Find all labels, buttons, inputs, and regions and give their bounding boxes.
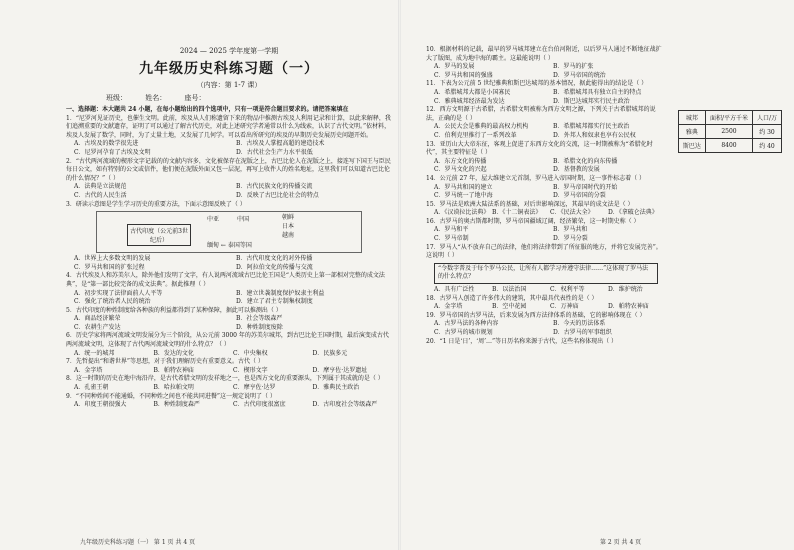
answer-option: C．罗马共和国的强盛 <box>434 71 493 79</box>
page-title: 九年级历史科练习题（一） <box>139 61 319 77</box>
answer-option: D．古罗马的军事组织 <box>553 329 612 336</box>
answer-option: A．金字塔 <box>434 303 463 311</box>
content-scope: （内容：第 1-7 课） <box>196 81 262 89</box>
quote-box: “令数字普及于每个罗马公民，让所有人都学习并遵守法律……”这体现了罗马法的什么特点？ <box>434 263 658 284</box>
answer-option: C．楔形文字 <box>233 366 268 374</box>
table-header: 人口/万 <box>752 111 781 125</box>
answer-options <box>66 315 392 332</box>
question-text: 5．古代印度的种姓制度给各种族的利益都得到了某种保障，据此可以推测出（ ） <box>66 306 282 314</box>
answer-option: A．希腊城邦大都是小国寡民 <box>434 88 511 96</box>
answer-options <box>66 255 392 272</box>
question-text: 18．古罗马人创造了许多伟大的建筑，其中最具代表性的是（ ） <box>426 294 598 302</box>
question-text: 19．罗马帝国的古罗马法，后来发展为西方法律体系的基础，它的影响体现在（ ） <box>426 311 646 319</box>
answer-option: B．古埃及人掌握高超的建造技术 <box>236 140 325 148</box>
answer-options <box>426 63 666 80</box>
answer-option: A．孔雀王朝 <box>74 384 109 392</box>
answer-option: D．罗马帝国的统治 <box>553 71 606 79</box>
student-info-line: 班级： 姓名： 座号： <box>106 94 206 102</box>
table-cell: 斯巴达 <box>678 139 705 153</box>
answer-option: A．法典是立法规范 <box>74 183 127 191</box>
answer-options <box>66 140 392 157</box>
school-year: 2024 — 2025 学年度第一学期 <box>179 47 279 55</box>
answer-option: C．强化了统治者人民的统治 <box>74 298 151 306</box>
diagram-node-top: 中国 <box>237 216 250 224</box>
answer-options <box>426 226 666 243</box>
diagram-node-right: 越南 <box>282 232 295 240</box>
city-state-table <box>678 110 782 153</box>
answer-option: B．社会等级森严 <box>236 315 283 323</box>
answer-option: D．古代社会生产力水平很低 <box>236 148 313 156</box>
table-cell: 2500 <box>705 125 752 139</box>
answer-option: C．古罗马的城市规划 <box>434 329 493 336</box>
table-cell: 8400 <box>705 139 752 153</box>
culture-spread-diagram <box>96 211 362 253</box>
answer-option: B．古代民族文化的传播交流 <box>236 183 313 191</box>
diagram-center: 古代印度（公元前3世纪后） <box>127 224 191 246</box>
question-text: 6．历史学家将两河流域文明发展分为三个阶段，从公元前 3000 年的苏美尔城邦，到古巴比伦王国时期，最后演变成古代两河流域文明，这体现了古代两河流域文明的什么特点？（ ） <box>66 332 389 349</box>
answer-options <box>66 350 392 359</box>
answer-option: A．商品经济繁荣 <box>74 315 121 323</box>
answer-option: A．公民大会是雅典的最高权力机构 <box>434 123 529 131</box>
answer-option: D．维护统治 <box>608 286 643 294</box>
answer-option: D．古印度社会等级森严 <box>312 401 378 409</box>
answer-option: B．今天的历法体系 <box>553 320 606 328</box>
answer-option: D．反映了古巴比伦社会的特点 <box>236 191 319 199</box>
answer-option: D．种姓制度废除 <box>236 323 283 331</box>
table-cell: 约 40 <box>752 139 781 153</box>
page-right <box>400 0 794 550</box>
question-text: 10．根据材料的记载，最早的罗马城邦建立在台伯河附近，以后罗马人通过不断地征战扩大了版图，成为地中海的霸主。这最能说明（ ） <box>426 46 662 62</box>
answer-options <box>426 123 666 140</box>
answer-option: C．雅典城邦经济最为发达 <box>434 97 505 105</box>
question-text: 7．先哲提出“和谐世界”等思想，对于我们理解历史有重要意义。古代（ ） <box>66 358 264 366</box>
answer-option: A．罗马的发展 <box>434 63 475 71</box>
table-header: 面积/平方千米 <box>705 111 752 125</box>
answer-option: B．空中花园 <box>492 303 527 311</box>
question-text: 12．西方文明源于古希腊，古希腊文明被称为西方文明之源，下列关于古希腊城邦的说法，正确的是（ ） <box>426 106 656 122</box>
answer-option: B．帕特农神庙 <box>153 366 194 374</box>
footer-left: 九年级历史科练习题（一） 第 1 页 共 4 页 <box>80 539 196 546</box>
question-text: 20．“1 日是‘日’，‘周’…”等日历名称来源于古代，这些名称体现出（ ） <box>426 337 618 345</box>
answer-options <box>66 401 392 410</box>
question-text: 4．古代埃及人和苏美尔人，除外他们发明了文字，有人说两河流域古巴比伦王国是“人类历史上第一部相对完整的成文法典”，是“第一部比较完备的成文法典”。据此推理（ ） <box>66 272 385 288</box>
answer-option: B．建立世袭制度保护奴隶主利益 <box>236 289 325 297</box>
table-header: 城邦 <box>678 111 705 125</box>
question-text: 1．“尼罗河见证历史，也催生文明。此前，埃及从人们称遗留下来的物品中推测古埃及人利用记录和计算，以此来解释，我们追溯重要的文献遗存，证明了可以通过了解古代历史，对此上述研究学者通常以什么为线索，认识了古代文明。”依材料，埃及人发展了数学，同时，为了丈量土地，又发展了几何学。可以看出所研究的埃及的早期历史发展历史问题开始。 <box>66 114 391 139</box>
diagram-node-right: 朝鲜 <box>282 214 295 222</box>
question-text: 13．亚历山大大帝东征，客观上促进了东西方文化的交流，这一时期被称为“希腊化时代”，其主要特征是（ ） <box>426 140 653 157</box>
answer-options <box>426 209 666 218</box>
question-text: 15．罗马法是欧洲大陆法系的基础，对后世影响深远，其最早的成文法是（ ） <box>426 200 634 208</box>
question-text: 3．研读示意图是学生学习历史的重要方法，下面示意图反映了（ ） <box>66 200 246 208</box>
answer-options <box>426 303 666 312</box>
answer-option: C．《民法大全》 <box>550 209 594 217</box>
table-row <box>678 125 781 139</box>
answer-options <box>426 320 666 337</box>
left-column <box>66 106 392 410</box>
answer-option: C．古代印度很富庶 <box>233 401 286 409</box>
answer-option: A．世界上大多数文明的发展 <box>74 255 151 263</box>
diagram-node-left: 中亚 <box>207 216 220 224</box>
answer-option: D．《拿破仑法典》 <box>608 209 658 217</box>
answer-option: B．希腊城邦都实行民主政治 <box>553 123 630 131</box>
question-text: 11．下表为公元前 5 世纪雅典和斯巴达城邦的基本情况，据此能得出的结论是（ ） <box>426 80 648 88</box>
answer-option: B．发达的文化 <box>153 349 194 357</box>
answer-option: D．罗马帝国的分裂 <box>553 192 606 200</box>
answer-option: C．罗马统一了地中海 <box>434 192 493 200</box>
answer-option: B．希腊文化的向东传播 <box>553 157 618 165</box>
answer-option: C．中央集权 <box>233 349 268 357</box>
answer-options <box>66 183 392 200</box>
answer-option: B．种姓制度森严 <box>153 401 200 409</box>
answer-option: D．罗马分裂 <box>553 235 588 243</box>
answer-option: B．罗马帝国时代的开始 <box>553 183 618 191</box>
question-text: 17．罗马人“从不放弃自己的法律，他们将法律带到了所征服的地方，并将它发展完善”。这说明（ ） <box>426 243 662 260</box>
answer-option: D．摩亨佐·达罗遗址 <box>312 366 368 374</box>
answer-option: B．以法治国 <box>492 286 527 294</box>
table-cell: 约 30 <box>752 125 781 139</box>
answer-option: A．具有广泛性 <box>434 286 475 294</box>
answer-options <box>426 286 666 295</box>
answer-option: B．希腊城邦具有独立自主的特点 <box>553 88 642 96</box>
answer-option: A．古埃及的数学很先进 <box>74 140 139 148</box>
answer-option: C．罗马文化的兴起 <box>434 166 487 174</box>
question-text: 8．这一时期的历史在地中海沿岸，是古代希腊文明的发祥地之一，也是西方文化的重要源头，下列属于其成就的是（ ） <box>66 375 384 383</box>
diagram-node-bottom: 缅甸 ← 泰国等国 <box>207 242 252 250</box>
answer-option: D．斯巴达城邦实行民主政治 <box>553 97 630 105</box>
answer-option: D．基督教的发展 <box>553 166 600 174</box>
answer-option: D．外邦人和奴隶也享有公民权 <box>553 131 636 139</box>
footer-right: 第 2 页 共 4 页 <box>600 539 642 546</box>
answer-option: B．哈拉帕文明 <box>153 384 194 392</box>
answer-option: A．东方文化的传播 <box>434 157 487 165</box>
question-text: 16．古罗马的奥古斯都时期，罗马帝国疆域辽阔，经济繁荣，这一时期史称（ ） <box>426 217 640 225</box>
answer-option: A．罗马和平 <box>434 226 469 234</box>
answer-option: A．金字塔 <box>74 366 103 374</box>
answer-options <box>426 89 666 106</box>
answer-option: C．古代的人民生活 <box>74 191 127 199</box>
answer-options <box>426 158 666 175</box>
answer-option: B．古代印度文化的对外传播 <box>236 255 313 263</box>
answer-option: C．罗马共和国的扩张过程 <box>74 263 145 271</box>
answer-option: A．《汉谟拉比法典》 <box>434 209 490 217</box>
answer-option: C．权利平等 <box>550 286 585 294</box>
answer-option: C．罗马帝制 <box>434 235 469 243</box>
answer-options <box>426 184 666 201</box>
answer-option: A．初步实现了法律面前人人平等 <box>74 289 163 297</box>
answer-option: A．印度王朝很强大 <box>74 401 127 409</box>
question-text: 一、选择题：本大题共 24 小题，在每小题给出的四个选项中，只有一项是符合题目要求的。请把答案填在 <box>66 106 349 113</box>
answer-option: D．民族多元 <box>312 349 348 357</box>
answer-option: A．罗马共和国的建立 <box>434 183 493 191</box>
answer-option: C．尼罗河孕育了古埃及文明 <box>74 148 151 156</box>
answer-options <box>66 384 392 393</box>
answer-option: D．建立了君主专制集权制度 <box>236 298 313 306</box>
answer-option: D．帕特农神庙 <box>608 303 649 311</box>
answer-option: D．雅典民主政治 <box>312 384 360 392</box>
right-column <box>426 46 784 346</box>
answer-option: A．古罗马法的各种内容 <box>434 320 499 328</box>
table-cell: 雅典 <box>678 125 705 139</box>
answer-option: A．统一的城邦 <box>74 349 115 357</box>
table-row <box>678 139 781 153</box>
question-text: 9．“不同种姓间不能通婚，不同种姓之间也不能共同进餐”这一规定说明了（ ） <box>66 392 276 400</box>
question-text: 2．“古代两河流域的楔形文字记载的的文献内容多，文化被保存在泥版之上，古巴比伦人在泥版之上，接连写下国王与臣民每日公文，如有特别的公文或信件，他们便在泥版外面又包一层泥，再写上收件人的姓名地址，这里我们可以知道古巴比伦的什么情况？”（ ） <box>66 157 391 182</box>
answer-option: D．阿拉伯文化的传播与交流 <box>236 263 313 271</box>
answer-option: B．罗马共和 <box>553 226 588 234</box>
answer-option: B．罗马的扩张 <box>553 63 594 71</box>
answer-option: B．《十二铜表法》 <box>492 209 542 217</box>
answer-option: C．摩亨佐·达罗 <box>233 384 276 392</box>
answer-option: C．万神庙 <box>550 303 579 311</box>
question-text: 14．公元前 27 年，屋大维建立元首制，罗马进入帝国时期，这一事件标志着（ ） <box>426 174 645 182</box>
answer-options <box>66 290 392 307</box>
answer-option: C．伯利克里推行了一系列改革 <box>434 131 517 139</box>
answer-option: C．农耕生产发达 <box>74 323 121 331</box>
diagram-node-right: 日本 <box>282 223 295 231</box>
